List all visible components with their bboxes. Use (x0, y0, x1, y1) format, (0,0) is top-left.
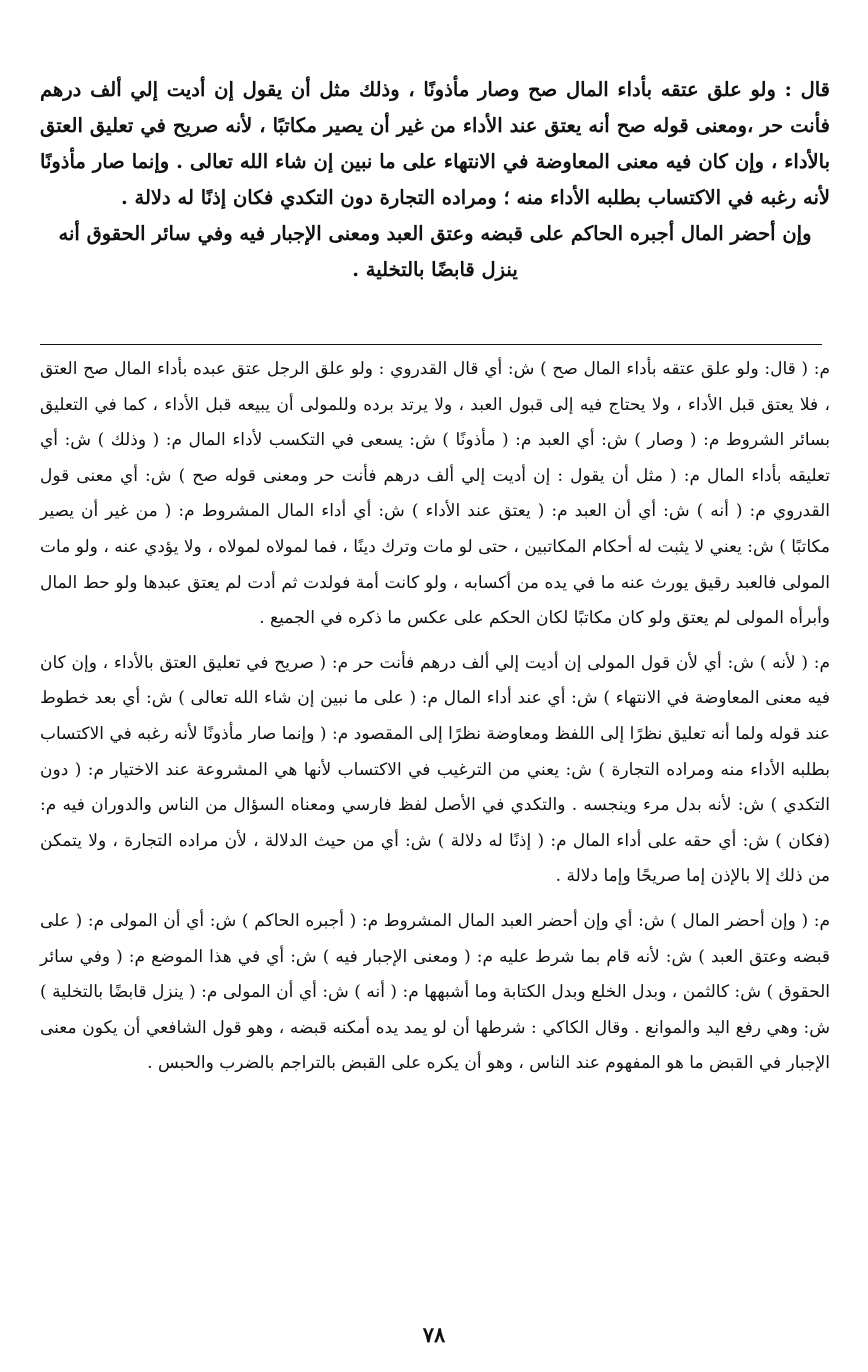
section-divider (40, 344, 822, 345)
commentary-paragraph: م: ( قال: ولو علق عتقه بأداء المال صح ) ش: أي قال القدروي : ولو علق الرجل عتق عبده بأداء المال صح العتق ، فلا يعتق قبل الأداء ، ولا يحتاج فيه إلى قبول العبد ، ولا يرتد برده وللمولى أن يبيعه قبل الأداء ، كما في التعليق بسائر الشروط م: ( وصار ) ش: أي العبد م: ( مأذونًا ) ش: يسعى في التكسب لأداء المال م: ( وذلك ) ش: أي تعليقه بأداء المال م: ( مثل أن يقول : إن أديت إلي ألف درهم فأنت حر ومعنى قوله صح ) ش: أي معنى قول القدروي م: ( أنه ) ش: أي أن العبد م: ( يعتق عند الأداء ) ش: أي أداء المال المشروط م: ( من غير أن يصير مكاتبًا ) ش: يعني لا يثبت له أحكام المكاتبين ، حتى لو مات وترك دينًا ، فما لمولاه لمولاه ، ولا يؤدي عنه ، ولو مات المولى فالعبد رقيق يورث عنه ما في يده من أكسابه ، ولو كانت أمة فولدت ثم أدت لم يعتق عبدها ولو حط المال وأبرأه المولى لم يعتق ولو كان مكاتبًا لكان الحكم على عكس ما ذكره في الجميع . (40, 359, 830, 629)
main-text-paragraph: وإن أحضر المال أجبره الحاكم على قبضه وعتق العبد ومعنى الإجبار فيه وفي سائر الحقوق أنه ينزل قابضًا بالتخلية . (58, 222, 812, 281)
page-number: ٧٨ (422, 1322, 446, 1347)
commentary (40, 352, 830, 1091)
main-text-paragraph: قال : ولو علق عتقه بأداء المال صح وصار مأذونًا ، وذلك مثل أن يقول إن أديت إلي ألف درهم فأنت حر ،ومعنى قوله صح أنه يعتق عند الأداء من غير أن يصير مكاتبًا ، لأنه صريح في تعليق العتق بالأداء ، وإن كان فيه معنى المعاوضة في الانتهاء على ما نبين إن شاء الله تعالى . وإنما صار مأذونًا لأنه رغبه في الاكتساب بطلبه الأداء منه ؛ ومراده التجارة دون التكدي فكان إذنًا له دلالة . (40, 78, 830, 209)
main-text (40, 72, 830, 288)
commentary-paragraph: م: ( وإن أحضر المال ) ش: أي وإن أحضر العبد المال المشروط م: ( أجبره الحاكم ) ش: أي أن المولى م: ( على قبضه وعتق العبد ) ش: لأنه قام بما شرط عليه م: ( ومعنى الإجبار فيه ) ش: أي في هذا الموضع م: ( وفي سائر الحقوق ) ش: كالثمن ، وبدل الخلع وبدل الكتابة وما أشبهها م: ( أنه ) ش: أي أن المولى م: ( ينزل قابضًا بالتخلية ) ش: وهي رفع اليد والموانع . وقال الكاكي : شرطها أن لو يمد يده أمكنه قبضه ، وهو قول الشافعي أن يكون معنى الإجبار في القبض ما هو المفهوم عند الناس ، وهو أن يكره على القبض بالتراجم بالضرب والحبس . (40, 910, 830, 1074)
commentary-paragraph: م: ( لأنه ) ش: أي لأن قول المولى إن أديت إلي ألف درهم فأنت حر م: ( صريح في تعليق العتق بالأداء ، وإن كان فيه معنى المعاوضة في الانتهاء ) ش: أي عند أداء المال م: ( على ما نبين إن شاء الله تعالى ) ش: أي بعد خطوط عند قوله ولما أنه تعليق نظرًا إلى اللفظ ومعاوضة نظرًا إلى المقصود م: ( وإنما صار مأذونًا لأنه رغبه في الاكتساب بطلبه الأداء منه ومراده التجارة ) ش: يعني من الترغيب في الاكتساب لأنها هي المشروعة عند الاختيار م: ( دون التكدي ) ش: لأنه بدل مرء وينجسه . والتكدي في الأصل لفظ فارسي ومعناه السؤال من الناس والدوران فيه م: (فكان ) ش: أي حقه على أداء المال م: ( إذنًا له دلالة ) ش: أي من حيث الدلالة ، لأن مراده التجارة ، ولا يتمكن من ذلك إلا بالإذن إما صريحًا وإما دلالة . (40, 652, 830, 887)
